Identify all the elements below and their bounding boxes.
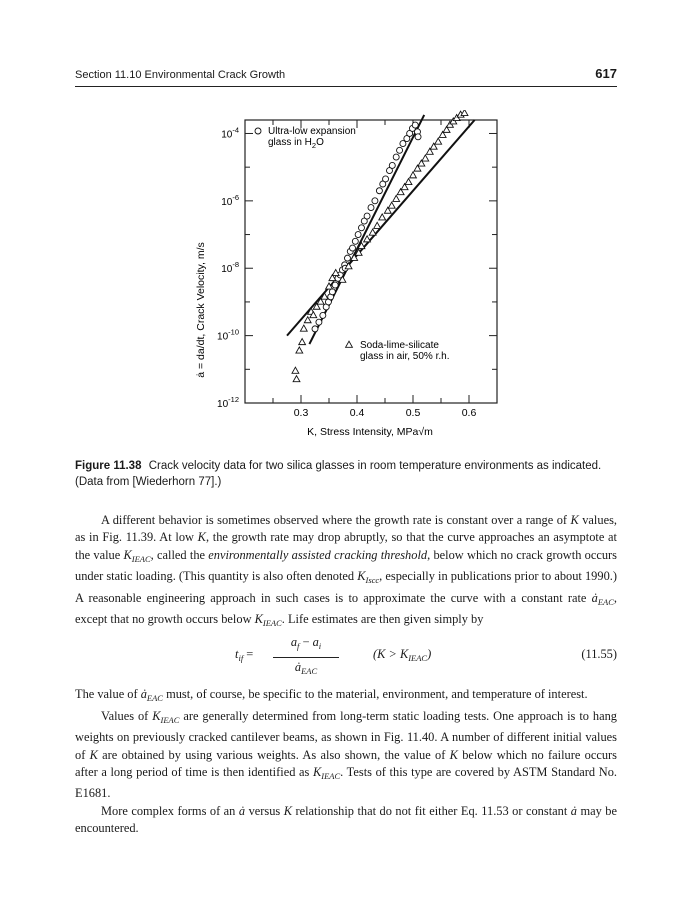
symbol-a-dot: ȧ	[140, 687, 147, 702]
header-rule	[75, 86, 617, 87]
data-point-circle	[312, 326, 318, 332]
y-axis-label: ȧ = da/dt, Crack Velocity, m/s	[195, 242, 207, 378]
y-tick-label: $10^{-4}$	[221, 125, 239, 141]
symbol-k: K	[254, 612, 263, 627]
text-run: , the growth rate may drop abruptly, so that the curve approaches an asymptote at the value	[75, 530, 617, 562]
figure-label: Figure 11.38	[75, 460, 142, 472]
data-point-triangle	[435, 138, 442, 144]
eq-symbol: a	[312, 635, 319, 650]
data-point-triangle	[296, 347, 303, 353]
text-run: , especially in publications prior to about 1990.) A reasonable engineering approach in such cases is to approximate the curve with a constant rate	[75, 569, 617, 605]
data-point-circle	[400, 141, 406, 147]
page-number: 617	[595, 66, 617, 81]
data-point-circle	[383, 176, 389, 182]
eq-symbol: a	[290, 635, 298, 650]
data-point-triangle	[292, 367, 299, 373]
legend-label: Soda-lime-silicate	[360, 340, 439, 351]
data-point-triangle	[364, 236, 371, 242]
y-tick-label: $10^{-10}$	[217, 327, 239, 343]
body-text	[75, 512, 617, 838]
data-point-triangle	[379, 214, 386, 220]
symbol-k: K	[152, 708, 161, 723]
eq-subscript: EAC	[301, 665, 318, 676]
eq-minus: −	[299, 635, 313, 650]
text-run: . Life estimates are then given simply by	[281, 612, 484, 627]
equation-11-55	[75, 634, 617, 682]
eq-condition-text: (K > K	[373, 647, 409, 662]
x-tick-label: 0.4	[349, 407, 365, 419]
symbol-k: K	[570, 513, 579, 527]
data-point-circle	[316, 319, 322, 325]
fraction-numerator	[273, 634, 339, 657]
eq-equals: =	[243, 647, 254, 662]
paragraph-1	[75, 512, 617, 632]
symbol-subscript: Iscc	[365, 575, 380, 586]
text-run: A different behavior is sometimes observed where the growth rate is constant over a range of	[101, 513, 571, 527]
data-point-triangle	[393, 195, 400, 201]
data-point-circle	[397, 147, 403, 153]
legend-label: glass in air, 50% r.h.	[360, 351, 450, 362]
equation-fraction	[273, 634, 339, 680]
legend-label: Ultra-low expansion	[268, 126, 356, 137]
text-run: The value of	[75, 687, 141, 702]
data-point-circle	[332, 282, 338, 288]
data-point-circle	[344, 255, 350, 261]
fit-line	[287, 120, 475, 336]
equation-condition	[373, 646, 431, 667]
text-run: . Tests of this type are covered by ASTM Standard No. E1681.	[75, 765, 617, 801]
symbol-a-dot: ȧ	[238, 803, 246, 818]
data-point-triangle	[293, 376, 300, 382]
text-run: values, as in Fig. 11.39. At low	[75, 513, 617, 545]
eq-subscript: f	[297, 641, 300, 652]
text-run: must, of course, be specific to the material, environment, and temperature of interest.	[162, 687, 588, 702]
running-header	[75, 66, 617, 86]
text-run: are obtained by using various weights. As also shown, the value of	[97, 747, 450, 762]
symbol-a-dot: ȧ	[591, 590, 598, 605]
symbol-subscript: IEAC	[131, 553, 151, 564]
legend-marker-circle	[255, 128, 261, 134]
legend-marker-triangle	[346, 341, 353, 347]
x-tick-label: 0.3	[293, 407, 309, 419]
fraction-denominator	[273, 658, 339, 680]
text-run: , called the	[150, 547, 209, 562]
data-point-circle	[358, 225, 364, 231]
text-run: , below which no crack growth occurs under static loading. (This quantity is also often denoted	[75, 547, 618, 584]
paragraph-4	[75, 803, 617, 838]
eq-subscript: i	[318, 641, 322, 652]
equation-number: (11.55)	[581, 647, 617, 662]
data-point-circle	[412, 122, 418, 128]
text-run: may be encountered.	[75, 803, 617, 836]
symbol-k: K	[449, 747, 458, 762]
x-tick-label: 0.6	[461, 407, 477, 419]
symbol-k: K	[313, 765, 322, 780]
legend-label: glass in $H_2O$	[268, 137, 324, 150]
paragraph-3	[75, 708, 617, 803]
data-point-circle	[389, 162, 395, 168]
eq-subscript: if	[238, 653, 244, 664]
data-point-circle	[364, 213, 370, 219]
data-point-circle	[320, 312, 326, 318]
eq-condition-text: )	[427, 647, 432, 662]
data-point-circle	[368, 205, 374, 211]
eq-symbol: t	[235, 647, 239, 662]
data-point-circle	[415, 134, 421, 140]
data-point-triangle	[299, 339, 306, 345]
text-run: below which no failure occurs after a long period of time is then identified as	[75, 747, 617, 780]
symbol-subscript: IEAC	[160, 714, 180, 725]
x-axis-label: K, Stress Intensity, MPa√m	[307, 426, 433, 438]
text-run: Values of	[101, 708, 153, 723]
data-point-triangle	[374, 222, 381, 228]
symbol-k: K	[89, 747, 98, 762]
data-point-triangle	[388, 202, 395, 208]
symbol-a-dot: ȧ	[570, 803, 577, 818]
data-point-circle	[372, 198, 378, 204]
crack-velocity-chart	[190, 110, 520, 450]
symbol-subscript: IEAC	[321, 771, 341, 782]
data-point-triangle	[369, 229, 376, 235]
equation-lhs	[235, 646, 253, 667]
text-run: , except that no growth occurs below	[75, 590, 617, 627]
symbol-subscript: IEAC	[262, 618, 282, 629]
symbol-k: K	[197, 530, 206, 545]
text-run: are generally determined from long-term static loading tests. One approach is to hang weights on previously cracked cantilever beams, as shown in Fig. 11.40. A number of different initial values of	[75, 708, 617, 762]
text-run: versus	[245, 803, 284, 818]
text-run: More complex forms of an	[101, 803, 239, 818]
data-point-triangle	[422, 155, 429, 161]
symbol-k: K	[357, 569, 366, 584]
data-point-circle	[329, 289, 335, 295]
paragraph-2	[75, 686, 617, 707]
chart-tick-labels	[217, 125, 476, 419]
symbol-subscript: EAC	[597, 596, 614, 607]
figure-caption	[75, 458, 620, 490]
defined-term: environmentally assisted cracking threshold	[208, 547, 428, 562]
data-point-circle	[352, 238, 358, 244]
data-point-circle	[393, 154, 399, 160]
y-tick-label: $10^{-6}$	[221, 192, 239, 208]
data-point-circle	[350, 245, 356, 251]
data-point-triangle	[461, 110, 468, 116]
data-point-triangle	[405, 179, 412, 185]
eq-subscript: IEAC	[408, 653, 428, 664]
eq-symbol: ȧ	[294, 659, 302, 674]
data-point-circle	[355, 232, 361, 238]
x-tick-label: 0.5	[405, 407, 421, 419]
data-point-triangle	[300, 325, 307, 331]
symbol-subscript: EAC	[146, 693, 163, 704]
symbol-k: K	[283, 803, 292, 818]
section-title: Section 11.10 Environmental Crack Growth	[75, 69, 286, 81]
y-tick-label: $10^{-8}$	[221, 260, 239, 276]
figure-caption-text: Crack velocity data for two silica glasses in room temperature environments as indicated. (Data from [Wiederhorn 77].)	[75, 460, 602, 488]
data-point-triangle	[410, 172, 417, 178]
data-point-circle	[376, 188, 382, 194]
symbol-k: K	[123, 547, 132, 562]
y-tick-label: $10^{-12}$	[217, 395, 239, 410]
text-run: relationship that do not fit either Eq. 11.53 or constant	[291, 803, 571, 818]
